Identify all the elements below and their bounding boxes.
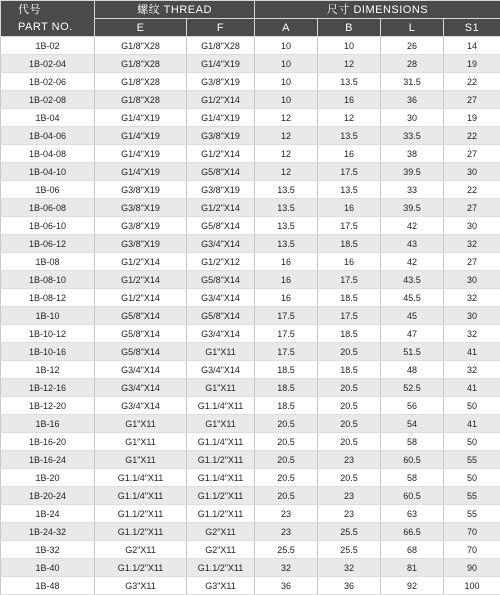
part-no-cell: 1B-08-10 bbox=[1, 271, 95, 289]
thread-f-cell: G3/4"X14 bbox=[187, 289, 255, 307]
table-row bbox=[1, 451, 500, 469]
table-row bbox=[1, 397, 500, 415]
part-no-cell: 1B-04-08 bbox=[1, 145, 95, 163]
part-no-cell: 1B-02-04 bbox=[1, 55, 95, 73]
dim-b-cell: 16 bbox=[318, 91, 381, 109]
part-no-cell: 1B-10 bbox=[1, 307, 95, 325]
dim-a-cell: 18.5 bbox=[255, 361, 318, 379]
table-row bbox=[1, 361, 500, 379]
dim-s1-cell: 27 bbox=[444, 253, 500, 271]
thread-e-cell: G1.1/2"X11 bbox=[95, 523, 187, 541]
thread-e-cell: G3/4"X14 bbox=[95, 379, 187, 397]
dim-a-cell: 20.5 bbox=[255, 451, 318, 469]
dim-b-cell: 23 bbox=[318, 487, 381, 505]
thread-f-cell: G1/4"X19 bbox=[187, 109, 255, 127]
dim-l-cell: 30 bbox=[381, 109, 444, 127]
part-no-cell: 1B-02 bbox=[1, 37, 95, 55]
dim-a-cell: 23 bbox=[255, 523, 318, 541]
part-no-cell: 1B-06 bbox=[1, 181, 95, 199]
thread-f-cell: G3/4"X14 bbox=[187, 325, 255, 343]
dim-s1-cell: 70 bbox=[444, 523, 500, 541]
dim-l-cell: 39.5 bbox=[381, 199, 444, 217]
dim-s1-cell: 50 bbox=[444, 397, 500, 415]
dim-l-cell: 45 bbox=[381, 307, 444, 325]
table-row bbox=[1, 505, 500, 523]
thread-e-cell: G1.1/4"X11 bbox=[95, 469, 187, 487]
thread-f-cell: G1.1/4"X11 bbox=[187, 433, 255, 451]
dim-s1-cell: 27 bbox=[444, 199, 500, 217]
table-row bbox=[1, 199, 500, 217]
dim-s1-cell: 41 bbox=[444, 415, 500, 433]
part-no-cell: 1B-02-06 bbox=[1, 73, 95, 91]
dim-s1-cell: 19 bbox=[444, 109, 500, 127]
part-no-cell: 1B-06-10 bbox=[1, 217, 95, 235]
dim-a-cell: 32 bbox=[255, 559, 318, 577]
table-row bbox=[1, 253, 500, 271]
thread-e-cell: G3/4"X14 bbox=[95, 397, 187, 415]
dim-b-cell: 20.5 bbox=[318, 433, 381, 451]
table-row bbox=[1, 577, 500, 595]
thread-f-cell: G5/8"X14 bbox=[187, 163, 255, 181]
dim-s1-cell: 32 bbox=[444, 289, 500, 307]
dim-s1-cell: 27 bbox=[444, 145, 500, 163]
col-s1-header: S1 bbox=[444, 19, 500, 37]
dim-a-cell: 12 bbox=[255, 163, 318, 181]
thread-e-cell: G1.1/4"X11 bbox=[95, 487, 187, 505]
table-row bbox=[1, 343, 500, 361]
table-row bbox=[1, 523, 500, 541]
part-no-cell: 1B-16-20 bbox=[1, 433, 95, 451]
thread-f-cell: G3/4"X14 bbox=[187, 361, 255, 379]
thread-e-cell: G1.1/2"X11 bbox=[95, 559, 187, 577]
col-l-header: L bbox=[381, 19, 444, 37]
dim-l-cell: 42 bbox=[381, 217, 444, 235]
dim-l-cell: 31.5 bbox=[381, 73, 444, 91]
dim-s1-cell: 19 bbox=[444, 55, 500, 73]
dim-l-cell: 38 bbox=[381, 145, 444, 163]
dim-a-cell: 13.5 bbox=[255, 181, 318, 199]
code-cn-label: 代号 bbox=[18, 2, 94, 19]
dim-l-cell: 33 bbox=[381, 181, 444, 199]
dim-a-cell: 20.5 bbox=[255, 487, 318, 505]
dim-s1-cell: 55 bbox=[444, 451, 500, 469]
dim-a-cell: 17.5 bbox=[255, 325, 318, 343]
dim-b-cell: 25.5 bbox=[318, 541, 381, 559]
dim-a-cell: 12 bbox=[255, 145, 318, 163]
table-row bbox=[1, 181, 500, 199]
dim-b-cell: 18.5 bbox=[318, 361, 381, 379]
thread-f-cell: G1.1/2"X11 bbox=[187, 451, 255, 469]
thread-e-cell: G5/8"X14 bbox=[95, 343, 187, 361]
dim-s1-cell: 30 bbox=[444, 163, 500, 181]
thread-f-cell: G5/8"X14 bbox=[187, 307, 255, 325]
part-no-cell: 1B-08 bbox=[1, 253, 95, 271]
dim-b-cell: 23 bbox=[318, 451, 381, 469]
table-row bbox=[1, 289, 500, 307]
dim-b-cell: 17.5 bbox=[318, 163, 381, 181]
thread-f-cell: G1/2"X14 bbox=[187, 91, 255, 109]
col-e-header: E bbox=[95, 19, 187, 37]
dim-s1-cell: 55 bbox=[444, 505, 500, 523]
dim-b-cell: 13.5 bbox=[318, 73, 381, 91]
thread-f-cell: G3/8"X19 bbox=[187, 73, 255, 91]
dim-b-cell: 13.5 bbox=[318, 127, 381, 145]
part-no-cell: 1B-02-08 bbox=[1, 91, 95, 109]
dim-s1-cell: 41 bbox=[444, 379, 500, 397]
table-row bbox=[1, 379, 500, 397]
dim-l-cell: 43.5 bbox=[381, 271, 444, 289]
dim-b-cell: 12 bbox=[318, 55, 381, 73]
dim-b-cell: 18.5 bbox=[318, 289, 381, 307]
dim-a-cell: 20.5 bbox=[255, 469, 318, 487]
dim-l-cell: 48 bbox=[381, 361, 444, 379]
dim-l-cell: 36 bbox=[381, 91, 444, 109]
thread-e-cell: G3/8"X19 bbox=[95, 217, 187, 235]
dim-a-cell: 20.5 bbox=[255, 433, 318, 451]
thread-e-cell: G2"X11 bbox=[95, 541, 187, 559]
table-body bbox=[1, 37, 500, 595]
table-row bbox=[1, 127, 500, 145]
thread-e-cell: G1"X11 bbox=[95, 433, 187, 451]
thread-f-cell: G1.1/2"X11 bbox=[187, 505, 255, 523]
dim-l-cell: 26 bbox=[381, 37, 444, 55]
dim-s1-cell: 30 bbox=[444, 307, 500, 325]
thread-f-cell: G1"X11 bbox=[187, 343, 255, 361]
thread-f-cell: G1"X11 bbox=[187, 379, 255, 397]
thread-e-cell: G1/4"X19 bbox=[95, 127, 187, 145]
table-row bbox=[1, 325, 500, 343]
table-row bbox=[1, 73, 500, 91]
table-header bbox=[1, 1, 500, 37]
dim-s1-cell: 90 bbox=[444, 559, 500, 577]
dim-b-cell: 20.5 bbox=[318, 379, 381, 397]
thread-e-cell: G1/4"X19 bbox=[95, 145, 187, 163]
dim-l-cell: 68 bbox=[381, 541, 444, 559]
table-row bbox=[1, 469, 500, 487]
dim-b-cell: 18.5 bbox=[318, 325, 381, 343]
table-row bbox=[1, 37, 500, 55]
table-row bbox=[1, 217, 500, 235]
thread-e-cell: G3/8"X19 bbox=[95, 181, 187, 199]
thread-f-cell: G1.1/2"X11 bbox=[187, 559, 255, 577]
dim-b-cell: 36 bbox=[318, 577, 381, 595]
thread-e-cell: G3/8"X19 bbox=[95, 199, 187, 217]
dim-a-cell: 16 bbox=[255, 289, 318, 307]
dim-l-cell: 28 bbox=[381, 55, 444, 73]
thread-f-cell: G2"X11 bbox=[187, 523, 255, 541]
table-row bbox=[1, 163, 500, 181]
dim-a-cell: 16 bbox=[255, 253, 318, 271]
dim-l-cell: 52.5 bbox=[381, 379, 444, 397]
dim-b-cell: 12 bbox=[318, 109, 381, 127]
thread-e-cell: G1/4"X19 bbox=[95, 163, 187, 181]
dim-a-cell: 10 bbox=[255, 73, 318, 91]
part-no-cell: 1B-10-16 bbox=[1, 343, 95, 361]
dim-a-cell: 17.5 bbox=[255, 343, 318, 361]
thread-e-cell: G1/8"X28 bbox=[95, 55, 187, 73]
thread-e-cell: G1/8"X28 bbox=[95, 37, 187, 55]
header-row-top bbox=[1, 1, 500, 19]
part-no-cell: 1B-12-20 bbox=[1, 397, 95, 415]
thread-e-cell: G5/8"X14 bbox=[95, 325, 187, 343]
part-no-cell: 1B-06-12 bbox=[1, 235, 95, 253]
dim-a-cell: 13.5 bbox=[255, 217, 318, 235]
dim-l-cell: 60.5 bbox=[381, 487, 444, 505]
thread-f-cell: G1/2"X14 bbox=[187, 199, 255, 217]
dim-l-cell: 58 bbox=[381, 469, 444, 487]
dim-a-cell: 36 bbox=[255, 577, 318, 595]
dim-s1-cell: 70 bbox=[444, 541, 500, 559]
dim-a-cell: 13.5 bbox=[255, 199, 318, 217]
table-row bbox=[1, 541, 500, 559]
dim-l-cell: 58 bbox=[381, 433, 444, 451]
dim-l-cell: 66.5 bbox=[381, 523, 444, 541]
thread-e-cell: G3"X11 bbox=[95, 577, 187, 595]
thread-f-cell: G3/4"X14 bbox=[187, 235, 255, 253]
dim-a-cell: 10 bbox=[255, 91, 318, 109]
part-no-cell: 1B-32 bbox=[1, 541, 95, 559]
part-no-cell: 1B-16 bbox=[1, 415, 95, 433]
dim-s1-cell: 32 bbox=[444, 235, 500, 253]
thread-e-cell: G1/2"X14 bbox=[95, 271, 187, 289]
dim-a-cell: 16 bbox=[255, 271, 318, 289]
thread-f-cell: G3/8"X19 bbox=[187, 181, 255, 199]
dim-l-cell: 56 bbox=[381, 397, 444, 415]
thread-e-cell: G1/2"X14 bbox=[95, 253, 187, 271]
thread-f-cell: G1/8"X28 bbox=[187, 37, 255, 55]
dim-a-cell: 20.5 bbox=[255, 415, 318, 433]
dim-a-cell: 25.5 bbox=[255, 541, 318, 559]
col-f-header: F bbox=[187, 19, 255, 37]
dim-b-cell: 25.5 bbox=[318, 523, 381, 541]
dim-s1-cell: 14 bbox=[444, 37, 500, 55]
table-row bbox=[1, 55, 500, 73]
part-no-cell: 1B-12 bbox=[1, 361, 95, 379]
part-no-cell: 1B-08-12 bbox=[1, 289, 95, 307]
dim-a-cell: 10 bbox=[255, 37, 318, 55]
part-no-label: PART NO. bbox=[18, 19, 94, 36]
table-row bbox=[1, 415, 500, 433]
dim-b-cell: 20.5 bbox=[318, 415, 381, 433]
dim-b-cell: 16 bbox=[318, 145, 381, 163]
dim-a-cell: 10 bbox=[255, 55, 318, 73]
table-row bbox=[1, 487, 500, 505]
part-no-header bbox=[1, 1, 95, 37]
dim-s1-cell: 30 bbox=[444, 271, 500, 289]
dim-a-cell: 17.5 bbox=[255, 307, 318, 325]
part-no-cell: 1B-24-32 bbox=[1, 523, 95, 541]
thread-e-cell: G1/8"X28 bbox=[95, 91, 187, 109]
thread-f-cell: G1/2"X12 bbox=[187, 253, 255, 271]
dim-l-cell: 33.5 bbox=[381, 127, 444, 145]
part-no-cell: 1B-24 bbox=[1, 505, 95, 523]
dim-b-cell: 16 bbox=[318, 253, 381, 271]
dim-a-cell: 12 bbox=[255, 127, 318, 145]
dim-l-cell: 45.5 bbox=[381, 289, 444, 307]
dim-l-cell: 92 bbox=[381, 577, 444, 595]
dim-b-cell: 20.5 bbox=[318, 397, 381, 415]
dim-l-cell: 42 bbox=[381, 253, 444, 271]
part-no-cell: 1B-10-12 bbox=[1, 325, 95, 343]
thread-f-cell: G3/8"X19 bbox=[187, 127, 255, 145]
thread-e-cell: G1"X11 bbox=[95, 415, 187, 433]
dim-l-cell: 47 bbox=[381, 325, 444, 343]
col-a-header: A bbox=[255, 19, 318, 37]
dim-s1-cell: 32 bbox=[444, 361, 500, 379]
dim-a-cell: 12 bbox=[255, 109, 318, 127]
dim-l-cell: 54 bbox=[381, 415, 444, 433]
dim-b-cell: 17.5 bbox=[318, 307, 381, 325]
dim-b-cell: 20.5 bbox=[318, 469, 381, 487]
thread-e-cell: G1/8"X28 bbox=[95, 73, 187, 91]
dim-b-cell: 20.5 bbox=[318, 343, 381, 361]
dim-b-cell: 18.5 bbox=[318, 235, 381, 253]
thread-header: 螺纹 THREAD bbox=[95, 1, 255, 19]
thread-f-cell: G1/2"X14 bbox=[187, 145, 255, 163]
thread-e-cell: G5/8"X14 bbox=[95, 307, 187, 325]
thread-f-cell: G5/8"X14 bbox=[187, 271, 255, 289]
thread-e-cell: G1.1/2"X11 bbox=[95, 505, 187, 523]
dim-s1-cell: 50 bbox=[444, 433, 500, 451]
thread-e-cell: G1/2"X14 bbox=[95, 289, 187, 307]
table-row bbox=[1, 145, 500, 163]
table-row bbox=[1, 559, 500, 577]
dim-s1-cell: 27 bbox=[444, 91, 500, 109]
dim-b-cell: 16 bbox=[318, 199, 381, 217]
dim-a-cell: 18.5 bbox=[255, 379, 318, 397]
col-b-header: B bbox=[318, 19, 381, 37]
part-no-cell: 1B-48 bbox=[1, 577, 95, 595]
thread-f-cell: G1.1/4"X11 bbox=[187, 469, 255, 487]
dim-s1-cell: 22 bbox=[444, 73, 500, 91]
dim-s1-cell: 100 bbox=[444, 577, 500, 595]
dim-s1-cell: 22 bbox=[444, 127, 500, 145]
dim-b-cell: 10 bbox=[318, 37, 381, 55]
table-row bbox=[1, 271, 500, 289]
table-row bbox=[1, 307, 500, 325]
dim-a-cell: 18.5 bbox=[255, 397, 318, 415]
thread-f-cell: G1/4"X19 bbox=[187, 55, 255, 73]
dim-a-cell: 23 bbox=[255, 505, 318, 523]
thread-f-cell: G1"X11 bbox=[187, 415, 255, 433]
part-no-cell: 1B-04 bbox=[1, 109, 95, 127]
thread-e-cell: G1/4"X19 bbox=[95, 109, 187, 127]
dim-b-cell: 17.5 bbox=[318, 271, 381, 289]
dim-s1-cell: 41 bbox=[444, 343, 500, 361]
thread-e-cell: G3/8"X19 bbox=[95, 235, 187, 253]
dim-s1-cell: 22 bbox=[444, 181, 500, 199]
dim-b-cell: 13.5 bbox=[318, 181, 381, 199]
dim-a-cell: 13.5 bbox=[255, 235, 318, 253]
part-no-cell: 1B-20-24 bbox=[1, 487, 95, 505]
dim-s1-cell: 55 bbox=[444, 487, 500, 505]
part-no-cell: 1B-16-24 bbox=[1, 451, 95, 469]
dim-l-cell: 43 bbox=[381, 235, 444, 253]
dim-s1-cell: 30 bbox=[444, 217, 500, 235]
thread-e-cell: G1"X11 bbox=[95, 451, 187, 469]
dim-s1-cell: 32 bbox=[444, 325, 500, 343]
part-no-cell: 1B-06-08 bbox=[1, 199, 95, 217]
part-no-cell: 1B-20 bbox=[1, 469, 95, 487]
dim-l-cell: 81 bbox=[381, 559, 444, 577]
thread-f-cell: G1.1/4"X11 bbox=[187, 397, 255, 415]
part-no-cell: 1B-40 bbox=[1, 559, 95, 577]
table-row bbox=[1, 235, 500, 253]
thread-f-cell: G2"X11 bbox=[187, 541, 255, 559]
dim-l-cell: 63 bbox=[381, 505, 444, 523]
dim-b-cell: 32 bbox=[318, 559, 381, 577]
table-row bbox=[1, 433, 500, 451]
table-row bbox=[1, 91, 500, 109]
table-row bbox=[1, 109, 500, 127]
thread-e-cell: G3/4"X14 bbox=[95, 361, 187, 379]
dim-l-cell: 51.5 bbox=[381, 343, 444, 361]
dim-l-cell: 60.5 bbox=[381, 451, 444, 469]
dim-l-cell: 39.5 bbox=[381, 163, 444, 181]
part-no-cell: 1B-04-06 bbox=[1, 127, 95, 145]
dim-b-cell: 17.5 bbox=[318, 217, 381, 235]
dim-s1-cell: 50 bbox=[444, 469, 500, 487]
dimensions-header: 尺寸 DIMENSIONS bbox=[255, 1, 500, 19]
part-no-cell: 1B-12-16 bbox=[1, 379, 95, 397]
thread-f-cell: G3"X11 bbox=[187, 577, 255, 595]
thread-f-cell: G5/8"X14 bbox=[187, 217, 255, 235]
thread-f-cell: G1.1/2"X11 bbox=[187, 487, 255, 505]
part-no-cell: 1B-04-10 bbox=[1, 163, 95, 181]
dim-b-cell: 23 bbox=[318, 505, 381, 523]
